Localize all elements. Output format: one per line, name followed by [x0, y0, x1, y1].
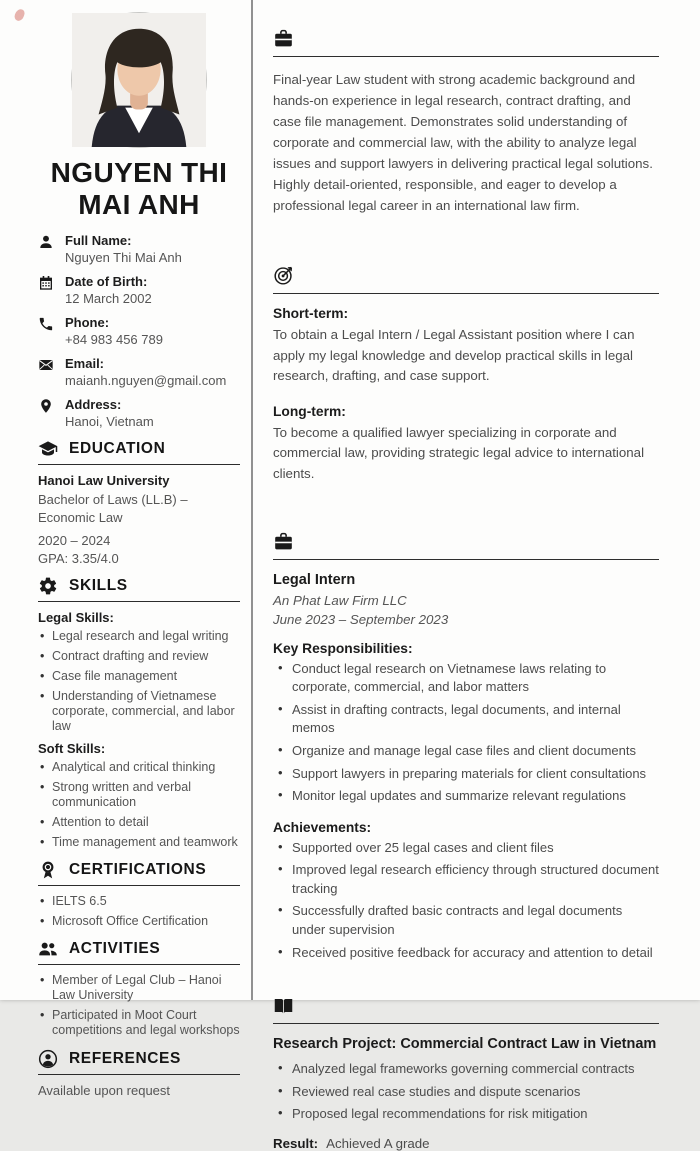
contact-value: Nguyen Thi Mai Anh	[65, 250, 182, 266]
people-icon	[38, 939, 58, 959]
contact-label: Address:	[65, 397, 122, 413]
person-circle-icon	[38, 1049, 58, 1069]
profile-section	[273, 28, 659, 216]
contact-item-dob	[38, 274, 240, 306]
calendar-icon	[38, 274, 55, 306]
contact-list	[38, 233, 240, 429]
education-school: Hanoi Law University	[38, 473, 170, 489]
section-title: SKILLS	[69, 577, 128, 595]
research-item: • Reviewed real case studies and dispute scenarios	[273, 1083, 659, 1102]
profile-photo-illustration	[72, 13, 206, 147]
profile-photo	[71, 12, 207, 148]
briefcase-icon	[273, 28, 659, 49]
research-result	[273, 1136, 659, 1151]
column-divider	[251, 0, 253, 1000]
section-divider	[38, 464, 240, 465]
long-term-title: Long-term:	[273, 403, 346, 419]
contact-value: maianh.nguyen@gmail.com	[65, 373, 227, 389]
contact-label: Phone:	[65, 315, 110, 331]
skill-item: • Attention to detail	[38, 815, 240, 830]
responsibility-item: • Organize and manage legal case files and client documents	[273, 742, 659, 761]
phone-icon	[38, 315, 55, 347]
certification-item: • IELTS 6.5	[38, 894, 240, 909]
medal-icon	[38, 860, 58, 880]
contact-label: Email:	[65, 356, 105, 372]
candidate-name: NGUYEN THI MAI ANH	[50, 157, 228, 220]
achievements-list	[273, 839, 659, 962]
education-section-header	[38, 439, 240, 459]
activity-item: • Member of Legal Club – Hanoi Law University	[38, 973, 240, 1004]
experience-section	[273, 531, 659, 963]
short-term-text: To obtain a Legal Intern / Legal Assistant position where I can apply my legal knowledge and develop practical skills in legal research, drafting, and case support.	[273, 327, 635, 384]
contact-item-phone	[38, 315, 240, 347]
job-dates: June 2023 – September 2023	[273, 611, 449, 627]
responsibility-item: • Assist in drafting contracts, legal documents, and internal memos	[273, 701, 659, 738]
education-gpa: GPA: 3.35/4.0	[38, 551, 119, 567]
contact-value: Hanoi, Vietnam	[65, 414, 154, 430]
contact-value: +84 983 456 789	[65, 332, 163, 348]
activity-item: • Participated in Moot Court competitions and legal workshops	[38, 1008, 240, 1039]
achievement-item: • Supported over 25 legal cases and client files	[273, 839, 659, 858]
contact-label: Full Name:	[65, 233, 132, 249]
achievement-item: • Successfully drafted basic contracts and legal documents under supervision	[273, 902, 659, 939]
location-icon	[38, 397, 55, 429]
section-title: EDUCATION	[69, 440, 166, 458]
responsibility-item: • Conduct legal research on Vietnamese laws relating to corporate, commercial, and labor matters	[273, 660, 659, 697]
research-section	[273, 995, 659, 1151]
email-icon	[38, 356, 55, 388]
skill-item: • Legal research and legal writing	[38, 629, 240, 644]
section-divider	[273, 1023, 659, 1024]
education-degree: Bachelor of Laws (LL.B) – Economic Law	[38, 492, 188, 525]
section-divider	[273, 559, 659, 560]
achievement-item: • Improved legal research efficiency through structured document tracking	[273, 861, 659, 898]
section-divider	[38, 964, 240, 965]
long-term-text: To become a qualified lawyer specializing in corporate and commercial law, providing strategic legal advice to international clients.	[273, 424, 645, 482]
achievement-item: • Received positive feedback for accuracy and attention to detail	[273, 944, 659, 963]
section-title: ACTIVITIES	[69, 940, 161, 958]
responsibilities-title: Key Responsibilities:	[273, 640, 413, 656]
section-divider	[38, 601, 240, 602]
responsibility-item: • Support lawyers in preparing materials for client consultations	[273, 765, 659, 784]
person-icon	[38, 233, 55, 265]
legal-skills-title: Legal Skills:	[38, 610, 114, 626]
contact-label: Date of Birth:	[65, 274, 148, 290]
sidebar	[38, 0, 240, 1098]
research-list	[273, 1060, 659, 1124]
job-company: An Phat Law Firm LLC	[273, 592, 407, 608]
skills-section-header	[38, 576, 240, 596]
target-icon	[273, 265, 659, 286]
gear-icon	[38, 576, 58, 596]
responsibilities-list	[273, 660, 659, 806]
education-years: 2020 – 2024	[38, 533, 111, 549]
research-title: Research Project: Commercial Contract Law in Vietnam	[273, 1036, 657, 1053]
job-title: Legal Intern	[273, 571, 356, 588]
graduation-cap-icon	[38, 439, 58, 459]
contact-item-address	[38, 397, 240, 429]
objective-section	[273, 265, 659, 485]
research-item: • Proposed legal recommendations for risk mitigation	[273, 1105, 659, 1124]
research-item: • Analyzed legal frameworks governing commercial contracts	[273, 1060, 659, 1079]
short-term-title: Short-term:	[273, 306, 349, 321]
skill-item: • Analytical and critical thinking	[38, 760, 240, 775]
section-divider	[38, 1074, 240, 1075]
section-divider	[273, 293, 659, 294]
skill-item: • Case file management	[38, 669, 240, 684]
certifications-section-header	[38, 860, 240, 880]
soft-skills-list	[38, 760, 240, 850]
references-text: Available upon request	[38, 1082, 171, 1098]
skill-item: • Strong written and verbal communication	[38, 780, 240, 811]
soft-skills-title: Soft Skills:	[38, 741, 106, 757]
contact-item-fullname	[38, 233, 240, 265]
result-value: Achieved A grade	[326, 1135, 430, 1151]
open-book-icon	[273, 995, 659, 1016]
certification-item: • Microsoft Office Certification	[38, 914, 240, 929]
legal-skills-list	[38, 629, 240, 734]
section-title: REFERENCES	[69, 1049, 181, 1067]
responsibility-item: • Monitor legal updates and summarize relevant regulations	[273, 787, 659, 806]
section-title: CERTIFICATIONS	[69, 861, 207, 879]
activities-list	[38, 973, 240, 1039]
skill-item: • Time management and teamwork	[38, 835, 240, 850]
profile-summary: Final-year Law student with strong academic background and hands-on experience in legal research, contract drafting, and case file management. Demonstrates solid understanding of corporate and commercial law, with the ability to analyze legal issues and support lawyers in delivering practical legal solutions. Highly detail-oriented, responsible, and eager to develop a professional legal career in an international law firm.	[273, 72, 653, 213]
red-mark	[13, 8, 25, 22]
briefcase-icon	[273, 531, 659, 552]
main-column	[273, 0, 659, 1151]
email-icon-item	[38, 356, 240, 388]
skill-item: • Understanding of Vietnamese corporate, commercial, and labor law	[38, 689, 240, 735]
contact-value: 12 March 2002	[65, 291, 152, 307]
activities-section-header	[38, 939, 240, 959]
references-section-header	[38, 1049, 240, 1069]
result-label: Result:	[273, 1135, 319, 1151]
certifications-list	[38, 894, 240, 929]
section-divider	[38, 885, 240, 886]
section-divider	[273, 56, 659, 57]
skill-item: • Contract drafting and review	[38, 649, 240, 664]
achievements-title: Achievements:	[273, 819, 372, 835]
